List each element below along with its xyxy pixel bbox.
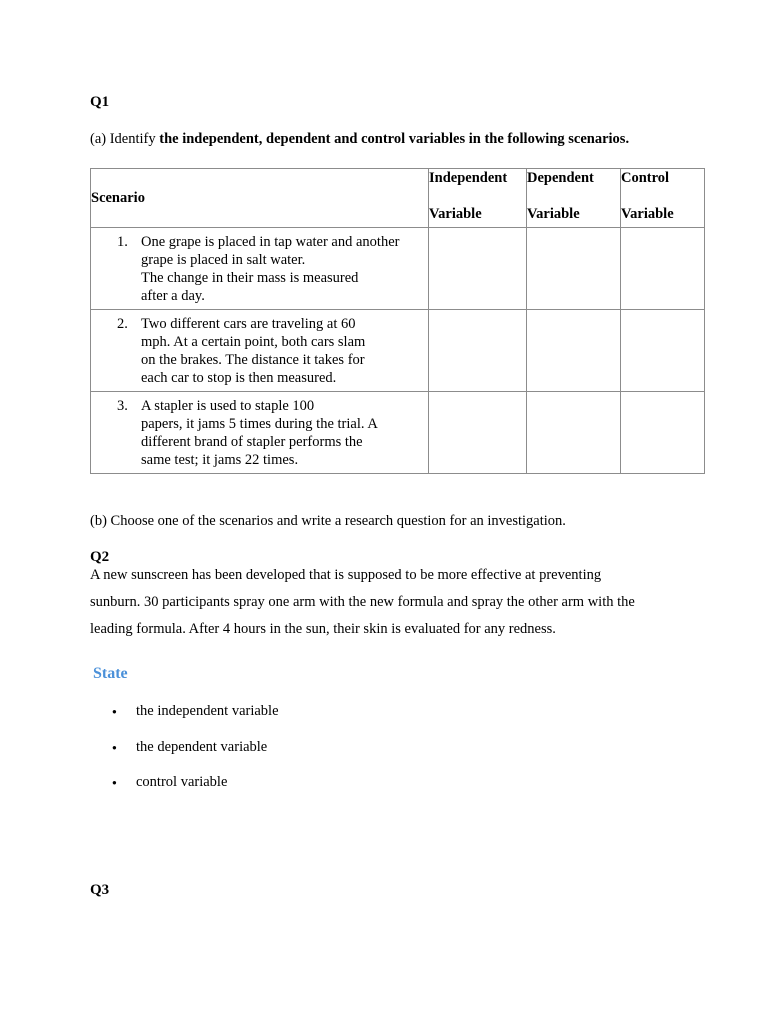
scenario-number: 1. — [117, 234, 128, 250]
variables-table — [90, 168, 705, 474]
state-heading: State — [93, 665, 128, 682]
header-control — [621, 169, 705, 228]
scenario-text-line: Two different cars are traveling at 60 — [141, 316, 356, 332]
scenario-cell-2 — [91, 310, 429, 392]
scenario-number: 3. — [117, 398, 128, 414]
q2-label: Q2 — [90, 549, 110, 565]
list-item — [112, 703, 279, 720]
independent-answer-cell-2[interactable] — [429, 310, 527, 392]
header-dependent — [527, 169, 621, 228]
table-row — [91, 310, 705, 392]
scenario-text-line: A stapler is used to staple 100 — [141, 398, 315, 414]
bullet-icon: ● — [112, 743, 117, 752]
scenario-cell-3 — [91, 392, 429, 474]
header-scenario — [91, 169, 429, 228]
header-control-line2: Variable — [621, 206, 674, 222]
control-answer-cell-2[interactable] — [621, 310, 705, 392]
independent-answer-cell-1[interactable] — [429, 228, 527, 310]
table-header-row — [91, 169, 705, 228]
header-dependent-line2: Variable — [527, 206, 580, 222]
bullet-icon: ● — [112, 707, 117, 716]
scenario-text-line: The change in their mass is measured — [141, 270, 359, 286]
scenario-text-line: papers, it jams 5 times during the trial. A — [141, 416, 378, 432]
scenario-text-line: each car to stop is then measured. — [141, 370, 337, 386]
q1-part-a-prefix: (a) Identify — [90, 131, 160, 147]
scenario-text-line: mph. At a certain point, both cars slam — [141, 334, 366, 350]
scenario-number: 2. — [117, 316, 128, 332]
dependent-answer-cell-1[interactable] — [527, 228, 621, 310]
scenario-cell-1 — [91, 228, 429, 310]
q2-paragraph-line: A new sunscreen has been developed that is supposed to be more effective at preventing — [90, 567, 602, 583]
list-item — [112, 774, 227, 791]
bullet-icon: ● — [112, 778, 117, 787]
q2-paragraph-line: sunburn. 30 participants spray one arm with the new formula and spray the other arm with the — [90, 594, 635, 610]
scenario-text-line: One grape is placed in tap water and another — [141, 234, 400, 250]
scenario-text-line: on the brakes. The distance it takes for — [141, 352, 365, 368]
q1-label: Q1 — [90, 94, 110, 110]
header-independent-line2: Variable — [429, 206, 482, 222]
header-independent — [429, 169, 527, 228]
dependent-answer-cell-2[interactable] — [527, 310, 621, 392]
scenario-text-line: grape is placed in salt water. — [141, 252, 306, 268]
table-row — [91, 228, 705, 310]
header-dependent-line1: Dependent — [527, 170, 594, 186]
list-item — [112, 739, 267, 756]
scenario-text-line: same test; it jams 22 times. — [141, 452, 299, 468]
independent-answer-cell-3[interactable] — [429, 392, 527, 474]
dependent-answer-cell-3[interactable] — [527, 392, 621, 474]
q1-part-a-instruction: the independent, dependent and control variables in the following scenarios. — [159, 131, 630, 147]
q3-label: Q3 — [90, 882, 110, 898]
bullet-text: the dependent variable — [136, 739, 268, 755]
control-answer-cell-3[interactable] — [621, 392, 705, 474]
bullet-text: the independent variable — [136, 703, 279, 719]
header-control-line1: Control — [621, 170, 670, 186]
q1-part-b: (b) Choose one of the scenarios and write a research question for an investigation. — [90, 513, 566, 529]
q1-part-a — [90, 131, 629, 148]
scenario-text-line: different brand of stapler performs the — [141, 434, 363, 450]
control-answer-cell-1[interactable] — [621, 228, 705, 310]
header-independent-line1: Independent — [429, 170, 508, 186]
scenario-text-line: after a day. — [141, 288, 205, 304]
table-row — [91, 392, 705, 474]
bullet-text: control variable — [136, 774, 228, 790]
q2-paragraph-line: leading formula. After 4 hours in the sun, their skin is evaluated for any redness. — [90, 621, 556, 637]
header-scenario-label: Scenario — [91, 190, 145, 206]
q2-paragraph — [90, 562, 635, 643]
